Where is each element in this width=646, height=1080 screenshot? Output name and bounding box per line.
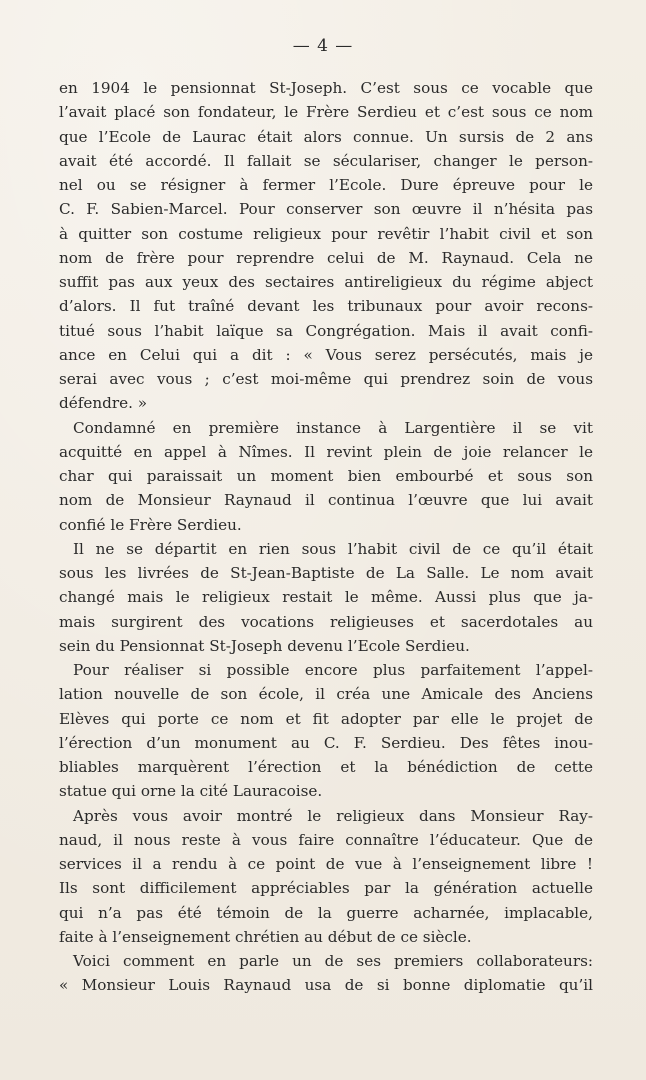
text-line: avait été accordé. Il fallait se séculariser, changer le person- [59,151,593,170]
text-line: en 1904 le pensionnat St-Joseph. C’est sous ce vocable que [59,79,593,97]
text-line: Après vous avoir montré le religieux dans Monsieur Ray- [73,806,593,825]
text-line: ance en Celui qui a dit : « Vous serez persécutés, mais je [59,345,593,364]
text-line: que l’Ecole de Laurac était alors connue. Un sursis de 2 ans [59,127,593,146]
text-line: nom de Monsieur Raynaud il continua l’œuvre que lui avait [59,491,593,510]
text-line: naud, il nous reste à vous faire connaître l’éducateur. Que de [59,830,593,849]
text-line: confié le Frère Serdieu. [59,515,242,534]
page-number: — 4 — [292,36,354,56]
text-line: services il a rendu à ce point de vue à l’enseignement libre ! [59,855,593,873]
text-line: C. F. Sabien-Marcel. Pour conserver son œuvre il n’hésita pas [59,200,593,219]
text-line: bliables marquèrent l’érection et la bénédiction de cette [59,758,593,776]
text-line: sous les livrées de St-Jean-Baptiste de La Salle. Le nom avait [59,564,593,582]
text-line: statue qui orne la cité Lauracoise. [59,782,323,801]
text-line: qui n’a pas été témoin de la guerre acharnée, implacable, [59,903,593,922]
text-line: Ils sont difficilement appréciables par la génération actuelle [59,879,593,898]
text-line: l’érection d’un monument au C. F. Serdieu. Des fêtes inou- [59,733,593,752]
text-line: à quitter son costume religieux pour revêtir l’habit civil et son [59,224,593,243]
text-line: serai avec vous ; c’est moi-même qui prendrez soin de vous [59,370,593,388]
text-line: Il ne se départit en rien sous l’habit civil de ce qu’il était [73,539,593,558]
text-line: changé mais le religieux restait le même. Aussi plus que ja- [59,588,593,607]
text-line: suffit pas aux yeux des sectaires antireligieux du régime abject [59,273,593,291]
text-line: char qui paraissait un moment bien embourbé et sous son [59,467,593,485]
text-line: acquitté en appel à Nîmes. Il revint plein de joie relancer le [59,442,593,461]
text-line: mais surgirent des vocations religieuses et sacerdotales au [59,612,593,631]
text-line: sein du Pensionnat St-Joseph devenu l’Ecole Serdieu. [59,636,470,655]
text-line: faite à l’enseignement chrétien au début de ce siècle. [59,927,472,946]
text-line: lation nouvelle de son école, il créa une Amicale des Anciens [59,685,593,704]
text-line: Condamné en première instance à Largentière il se vit [73,418,593,437]
text-line: Elèves qui porte ce nom et fit adopter par elle le projet de [59,709,593,728]
text-line: titué sous l’habit laïque sa Congrégation. Mais il avait confi- [59,321,593,340]
text-line: défendre. » [59,394,148,413]
text-line: « Monsieur Louis Raynaud usa de si bonne diplomatie qu’il [59,976,593,995]
text-body [59,76,593,998]
text-line: nel ou se résigner à fermer l’Ecole. Dure épreuve pour le [59,176,593,194]
text-line: l’avait placé son fondateur, le Frère Serdieu et c’est sous ce nom [59,103,593,122]
text-line: Voici comment en parle un de ses premiers collaborateurs: [73,952,593,970]
text-line: Pour réaliser si possible encore plus parfaitement l’appel- [73,661,593,679]
text-line: nom de frère pour reprendre celui de M. Raynaud. Cela ne [59,248,593,267]
text-line: d’alors. Il fut traîné devant les tribunaux pour avoir recons- [59,297,593,316]
